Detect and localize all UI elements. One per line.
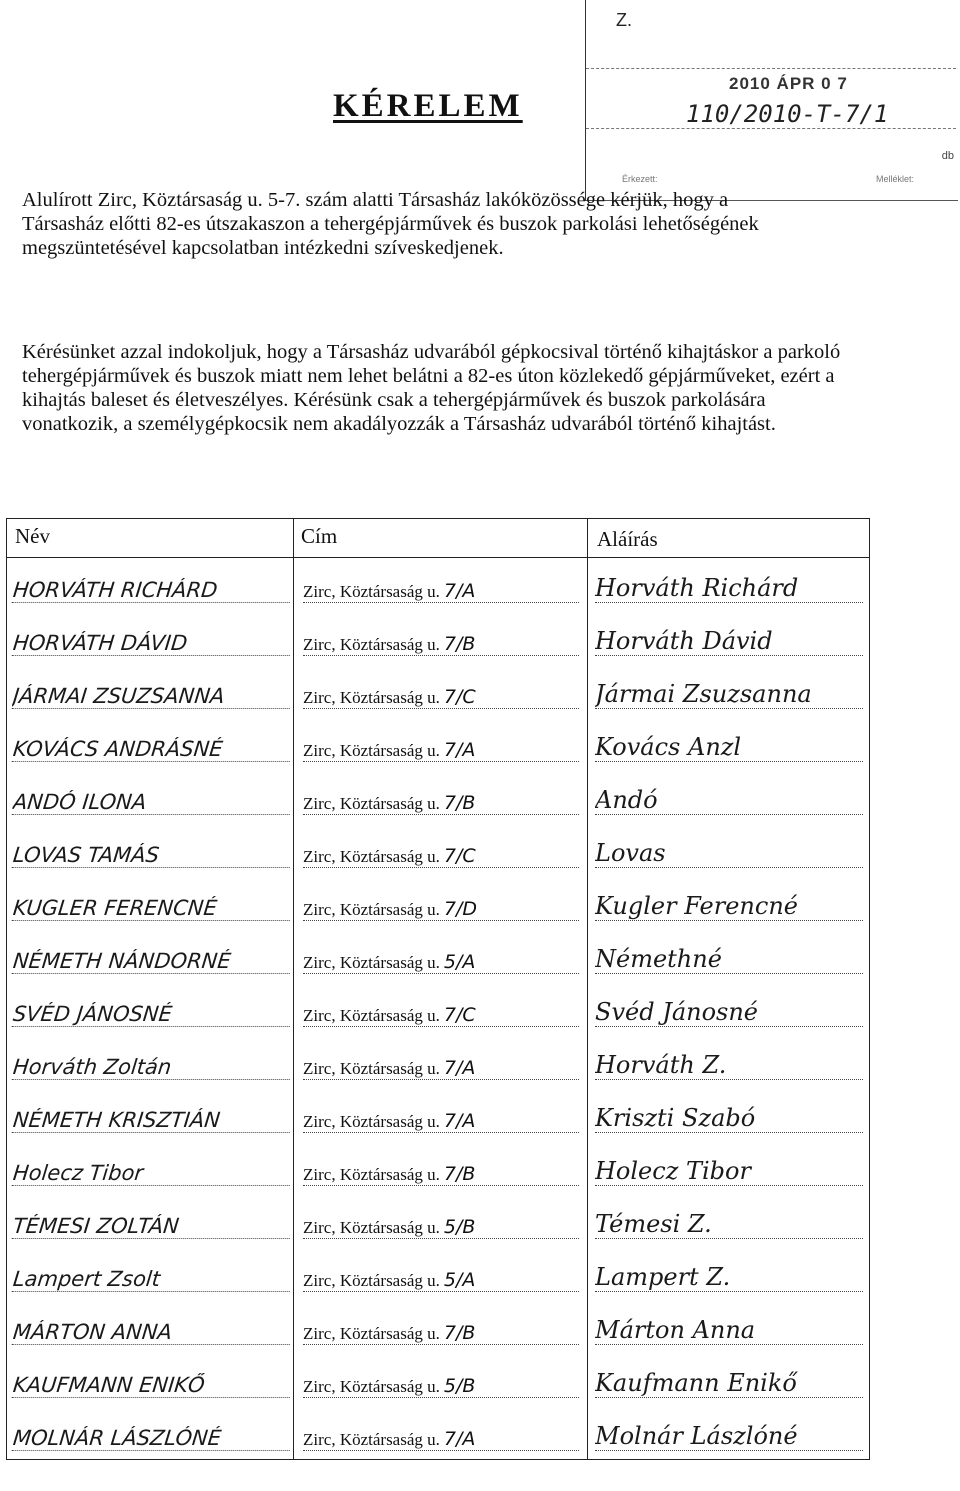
resident-address [303,739,579,762]
address-prefix: Zirc, Köztársaság u. [303,1218,440,1237]
resident-address [303,1216,579,1239]
address-prefix: Zirc, Köztársaság u. [303,1006,440,1025]
justification-paragraph: Kérésünket azzal indokoljuk, hogy a Társasház udvarából gépkocsival történő kihajtáskor a parkoló tehergépjárművek és buszok miatt nem lehet belátni a 82-es úton közlekedő gépjárműveket, ezért a kihajtás baleset és életveszélyes. Kérésünk csak a tehergépjárművek és buszok parkolására vonatkozik, a személygépkocsik nem akadályozzák a Társasház udvarából történő kihajtást. [22,341,841,435]
resident-signature: Horváth Z. [595,1051,863,1080]
address-unit: 7/A [443,1110,476,1132]
resident-address [303,1322,579,1345]
resident-signature: Andó [595,786,863,815]
table-row [7,1300,869,1353]
resident-address [303,951,579,974]
resident-signature: Lovas [595,839,863,868]
address-unit: 5/A [443,951,476,973]
registration-stamp: Z. 2010 ÁPR 0 7 110/2010-T-7/1 db Érkezett: Melléklet: [585,0,958,201]
table-header [7,519,869,558]
table-row [7,823,869,876]
resident-signature: Kriszti Szabó [595,1104,863,1133]
address-unit: 7/B [443,792,476,814]
table-row [7,1247,869,1300]
address-prefix: Zirc, Köztársaság u. [303,1112,440,1131]
table-row [7,611,869,664]
stamp-date: 2010 ÁPR 0 7 [729,74,848,93]
address-prefix: Zirc, Köztársaság u. [303,635,440,654]
header-signature: Aláírás [597,527,658,551]
address-prefix: Zirc, Köztársaság u. [303,1324,440,1343]
resident-signature: Holecz Tibor [595,1157,863,1186]
resident-address [303,1375,579,1398]
resident-signature: Márton Anna [595,1316,863,1345]
address-prefix: Zirc, Köztársaság u. [303,794,440,813]
resident-signature: Kaufmann Enikő [595,1369,863,1398]
table-row [7,770,869,823]
resident-address [303,1110,579,1133]
request-paragraph: Alulírott Zirc, Köztársaság u. 5-7. szám alatti Társasház lakóközössége kérjük, hogy a Társasház előtti 82-es útszakaszon a tehergépjárművek és buszok parkolási lehetőségének megszüntetésével kapcsolatban intézkedni szíveskedjenek. [22,189,759,259]
address-prefix: Zirc, Köztársaság u. [303,1059,440,1078]
address-unit: 7/C [443,845,476,867]
resident-name: TÉMESI ZOLTÁN [12,1214,293,1239]
address-prefix: Zirc, Köztársaság u. [303,1271,440,1290]
address-prefix: Zirc, Köztársaság u. [303,900,440,919]
resident-name: Holecz Tibor [12,1161,293,1186]
address-prefix: Zirc, Köztársaság u. [303,582,440,601]
address-unit: 5/A [443,1269,476,1291]
resident-signature: Témesi Z. [595,1210,863,1239]
resident-address [303,686,579,709]
address-unit: 5/B [443,1216,476,1238]
address-unit: 7/A [443,1057,476,1079]
address-prefix: Zirc, Köztársaság u. [303,741,440,760]
header-name: Név [15,524,50,548]
resident-signature: Horváth Richárd [595,574,863,603]
resident-address [303,1269,579,1292]
resident-name: LOVAS TAMÁS [12,843,293,868]
resident-signature: Molnár Lászlóné [595,1422,863,1451]
table-row [7,1141,869,1194]
address-unit: 7/B [443,633,476,655]
resident-name: KUGLER FERENCNÉ [12,896,293,921]
address-unit: 7/A [443,1428,476,1450]
resident-address [303,1163,579,1186]
resident-signature: Jármai Zsuzsanna [595,680,863,709]
resident-name: MÁRTON ANNA [12,1320,293,1345]
table-row [7,982,869,1035]
address-unit: 7/D [443,898,478,920]
resident-name: HORVÁTH RICHÁRD [12,578,293,603]
resident-address [303,1004,579,1027]
resident-name: HORVÁTH DÁVID [12,631,293,656]
table-row [7,1194,869,1247]
stamp-db-label: db [941,150,954,162]
resident-name: NÉMETH KRISZTIÁN [12,1108,293,1133]
table-row [7,1088,869,1141]
resident-name: KAUFMANN ENIKŐ [12,1373,293,1398]
stamp-attachment-label: Melléklet: [876,174,915,184]
resident-name: SVÉD JÁNOSNÉ [12,1002,293,1027]
resident-signature: Némethné [595,945,863,974]
resident-signature: Horváth Dávid [595,627,863,656]
address-prefix: Zirc, Köztársaság u. [303,953,440,972]
resident-name: MOLNÁR LÁSZLÓNÉ [12,1426,293,1451]
header-address: Cím [301,524,338,548]
resident-name: Horváth Zoltán [12,1055,293,1080]
table-row [7,717,869,770]
resident-signature: Lampert Z. [595,1263,863,1292]
table-row [7,1406,869,1459]
table-row [7,1035,869,1088]
address-unit: 7/B [443,1322,476,1344]
resident-signature: Kovács Anzl [595,733,863,762]
resident-signature: Svéd Jánosné [595,998,863,1027]
stamp-reference: 110/2010-T-7/1 [686,100,889,128]
table-row [7,1353,869,1406]
address-prefix: Zirc, Köztársaság u. [303,1165,440,1184]
address-prefix: Zirc, Köztársaság u. [303,847,440,866]
table-row [7,929,869,982]
address-unit: 7/C [443,686,476,708]
address-unit: 7/C [443,1004,476,1026]
resident-signature: Kugler Ferencné [595,892,863,921]
address-unit: 7/A [443,580,476,602]
document-title: KÉRELEM [333,88,523,124]
resident-name: NÉMETH NÁNDORNÉ [12,949,293,974]
resident-name: JÁRMAI ZSUZSANNA [12,684,293,709]
address-prefix: Zirc, Köztársaság u. [303,1377,440,1396]
address-prefix: Zirc, Köztársaság u. [303,688,440,707]
resident-address [303,898,579,921]
address-unit: 5/B [443,1375,476,1397]
resident-address [303,633,579,656]
resident-address [303,1428,579,1451]
table-row [7,558,869,611]
resident-name: ANDÓ ILONA [12,790,293,815]
table-row [7,664,869,717]
resident-name: KOVÁCS ANDRÁSNÉ [12,737,293,762]
table-row [7,876,869,929]
address-unit: 7/A [443,739,476,761]
table-body [7,558,869,1459]
resident-address [303,845,579,868]
resident-address [303,580,579,603]
resident-name: Lampert Zsolt [12,1267,293,1292]
stamp-received-label: Érkezett: [622,174,658,184]
address-prefix: Zirc, Köztársaság u. [303,1430,440,1449]
signature-table [6,518,870,1460]
resident-address [303,792,579,815]
address-unit: 7/B [443,1163,476,1185]
resident-address [303,1057,579,1080]
